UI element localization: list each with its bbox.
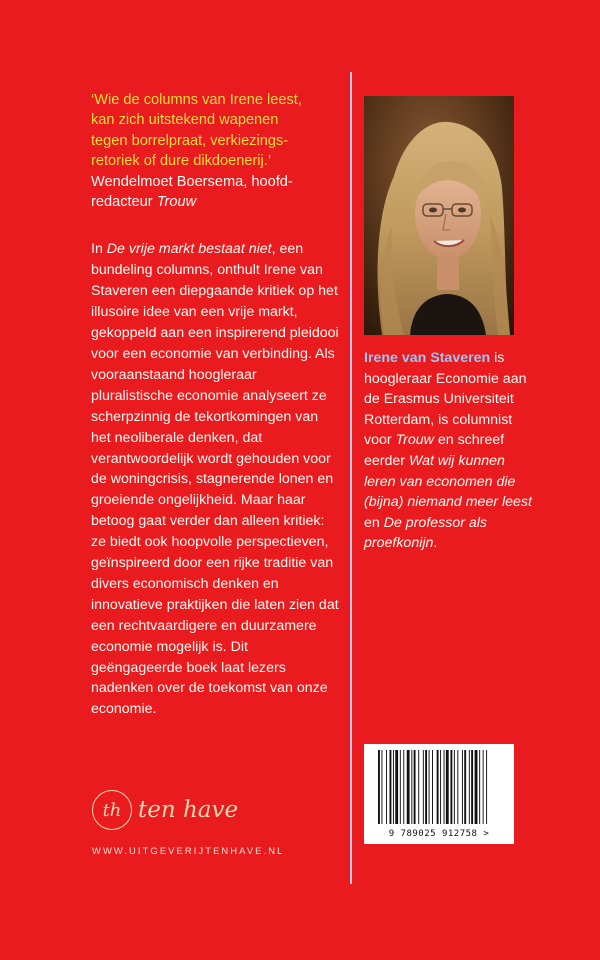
book-title: De vrije markt bestaat niet bbox=[106, 241, 272, 258]
publisher-url: WWW.UITGEVERIJTENHAVE.NL bbox=[92, 845, 285, 856]
bio-text: . bbox=[433, 535, 438, 552]
quote-line: retoriek of dure dikdoenerij.’ bbox=[91, 153, 272, 170]
author-bio bbox=[364, 348, 534, 554]
publisher-logo bbox=[92, 790, 238, 830]
bio-book-title: Wat wij kunnen leren van economen die (bijna) niemand meer leest bbox=[364, 452, 532, 511]
quote-line: kan zich uitstekend wapenen bbox=[91, 112, 279, 129]
bio-publication: Trouw bbox=[395, 432, 434, 449]
author-photo bbox=[364, 96, 514, 335]
blurb-text: , een bundeling columns, onthult Irene van Staveren een diepgaande kritiek op het illusoire idee van een vrije markt, gekoppeld aan een inspirerend pleidooi voor een economie van verbinding. Als vooraanstaand hoogleraar pluralistische economie analyseert ze scherpzinnig de tekortkomingen van het neoliberale denken, dat verantwoordelijk wordt gehouden voor de woningcrisis, stagnerende lonen en groeiende ongelijkheid. Maar haar betoog gaat verder dan alleen kritiek: ze biedt ook hoopvolle perspectieven, geïnspireerd door een rijke traditie van divers economisch denken en innovatieve praktijken die laten zien dat een rechtvaardigere en duurzamere economie mogelijk is. Dit geëngageerde boek laat lezers nadenken over de toekomst van onze economie. bbox=[91, 241, 339, 718]
endorsement-quote bbox=[91, 90, 341, 172]
isbn-number: 9 789025 912758 > bbox=[388, 829, 490, 839]
publisher-name: ten have bbox=[138, 797, 239, 823]
publisher-logo-mark: th bbox=[92, 790, 132, 830]
author-name: Irene van Staveren bbox=[364, 350, 491, 366]
back-cover-text-column bbox=[91, 90, 341, 720]
vertical-divider bbox=[350, 72, 352, 884]
bio-book-title: De professor als proefkonijn bbox=[364, 514, 488, 552]
quote-line: ‘Wie de columns van Irene leest, bbox=[91, 92, 302, 108]
bio-text: en bbox=[364, 514, 384, 531]
book-description bbox=[91, 239, 341, 720]
isbn-barcode bbox=[364, 744, 514, 844]
attribution-publication: Trouw bbox=[156, 194, 197, 211]
bio-text: is hoogleraar Economie aan de Erasmus Universiteit Rotterdam, is columnist voor bbox=[364, 350, 527, 449]
quote-line: tegen borrelpraat, verkiezings- bbox=[91, 132, 289, 149]
quote-attribution bbox=[91, 172, 341, 213]
attribution-role: redacteur bbox=[91, 194, 157, 211]
blurb-intro: In bbox=[91, 241, 107, 258]
barcode-bars bbox=[364, 744, 514, 828]
attribution-line: Wendelmoet Boersema, hoofd- bbox=[91, 173, 293, 190]
bio-text: en schreef eerder bbox=[364, 432, 505, 469]
